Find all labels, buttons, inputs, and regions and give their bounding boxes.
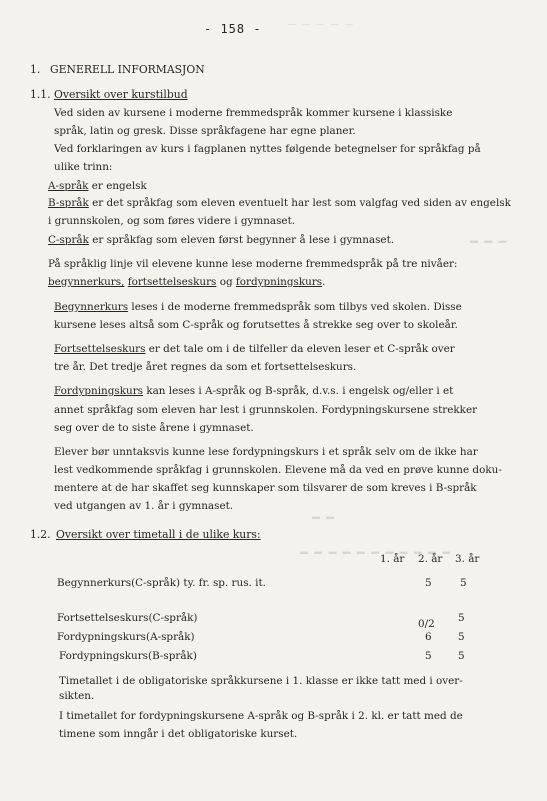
table-cell: 5	[425, 650, 432, 662]
subsection-number: 1.2.	[30, 528, 51, 541]
paragraph-line: lest vedkommende språkfag i grunnskolen. Elevene må da ved en prøve kunne doku-	[54, 464, 502, 476]
paragraph-line: seg over de to siste årene i gymnaset.	[54, 422, 254, 434]
subsection-number: 1.1.	[30, 88, 51, 101]
table-cell: 5	[458, 631, 465, 643]
level-term: begynnerkurs,	[48, 276, 125, 288]
note-line: timene som inngår i det obligatoriske kurset.	[59, 728, 298, 740]
definition-text: kan leses i A-språk og B-språk, d.v.s. i engelsk og/eller i et	[143, 385, 454, 397]
table-row-label: Fordypningskurs(A-språk)	[57, 631, 195, 643]
definition-text: er det tale om i de tilfeller da eleven leser et C-språk over	[145, 343, 455, 355]
paragraph-line: mentere at de har skaffet seg kunnskaper som tilsvarer de som kreves i B-språk	[54, 482, 477, 494]
definition-text: er det språkfag som eleven eventuelt har lest som valgfag ved siden av engelsk	[88, 197, 511, 209]
bleed-through-mark: ▬ ▬ ▬ ▬ ▬ ▬ ▬ ▬ ▬ ▬ ▬	[300, 547, 453, 556]
definition-fortsettelseskurs	[54, 343, 455, 356]
page-number: - 158 -	[204, 22, 262, 36]
bleed-through-mark: ▬ ▬ ▬	[470, 236, 509, 245]
term-begynnerkurs: Begynnerkurs	[54, 301, 129, 313]
table-cell: 5	[460, 577, 467, 589]
definition-begynnerkurs	[54, 301, 462, 314]
table-cell: 5	[425, 577, 432, 589]
bleed-through-mark: — — — — —	[288, 20, 355, 29]
table-row-label: Fortsettelseskurs(C-språk)	[57, 612, 198, 624]
section-number: 1.	[30, 63, 41, 76]
paragraph-line: På språklig linje vil elevene kunne lese moderne fremmedspråk på tre nivåer:	[48, 258, 458, 270]
level-term: fortsettelseskurs	[127, 276, 217, 288]
section-title: GENERELL INFORMASJON	[50, 63, 205, 76]
term-fordypningskurs: Fordypningskurs	[54, 385, 144, 397]
note-line: sikten.	[59, 690, 95, 702]
column-header-year-1: 1. år	[380, 553, 405, 565]
table-row-label: Fordypningskurs(B-språk)	[59, 650, 197, 662]
paragraph-line: Ved siden av kursene i moderne fremmedspråk kommer kursene i klassiske	[54, 107, 453, 119]
table-cell: 6	[425, 631, 432, 643]
term-c-sprak: C-språk	[48, 234, 89, 246]
definition-text: er språkfag som eleven først begynner å lese i gymnaset.	[88, 234, 395, 246]
paragraph-line: Ved forklaringen av kurs i fagplanen nyttes følgende betegnelser for språkfag på	[54, 143, 481, 155]
definition-a-sprak	[48, 180, 147, 193]
paragraph-line: tre år. Det tredje året regnes da som et fortsettelseskurs.	[54, 361, 357, 373]
paragraph-line: språk, latin og gresk. Disse språkfagene har egne planer.	[54, 125, 356, 137]
level-term: fordypningskurs	[235, 276, 323, 288]
punctuation-text: .	[322, 276, 326, 288]
definition-text: leses i de moderne fremmedspråk som tilbys ved skolen. Disse	[128, 301, 462, 313]
definition-fordypningskurs	[54, 385, 453, 398]
note-line: Timetallet i de obligatoriske språkkursene i 1. klasse er ikke tatt med i over-	[59, 675, 463, 687]
table-cell: 5	[458, 650, 465, 662]
definition-b-sprak	[48, 197, 511, 210]
term-b-sprak: B-språk	[48, 197, 89, 209]
term-a-sprak: A-språk	[48, 180, 89, 192]
paragraph-line: Elever bør unntaksvis kunne lese fordypningskurs i et språk selv om de ikke har	[54, 446, 478, 458]
paragraph-line: i grunnskolen, og som føres videre i gymnaset.	[48, 215, 296, 227]
note-line: I timetallet for fordypningskursene A-språk og B-språk i 2. kl. er tatt med de	[59, 710, 463, 722]
paragraph-line: annet språkfag som eleven har lest i grunnskolen. Fordypningskursene strekker	[54, 404, 478, 416]
subsection-title: Oversikt over timetall i de ulike kurs:	[56, 528, 261, 541]
bleed-through-mark: ▬ ▬	[312, 512, 337, 521]
subsection-title: Oversikt over kurstilbud	[54, 88, 188, 101]
table-cell: 5	[458, 612, 465, 624]
table-row-label: Begynnerkurs(C-språk) ty. fr. sp. rus. it.	[57, 577, 266, 589]
paragraph-line: ulike trinn:	[54, 161, 113, 173]
table-cell: 0/2	[418, 618, 435, 630]
definition-text: er engelsk	[88, 180, 147, 192]
paragraph-line: kursene leses altså som C-språk og forutsettes å strekke seg over to skoleår.	[54, 319, 458, 331]
paragraph-line: ved utgangen av 1. år i gymnaset.	[54, 500, 234, 512]
definition-c-sprak	[48, 234, 394, 247]
levels-list	[48, 276, 325, 289]
conjunction-text: og	[216, 276, 236, 288]
column-header-year-3: 3. år	[455, 553, 480, 565]
column-header-year-2: 2. år	[418, 553, 443, 565]
term-fortsettelseskurs: Fortsettelseskurs	[54, 343, 146, 355]
